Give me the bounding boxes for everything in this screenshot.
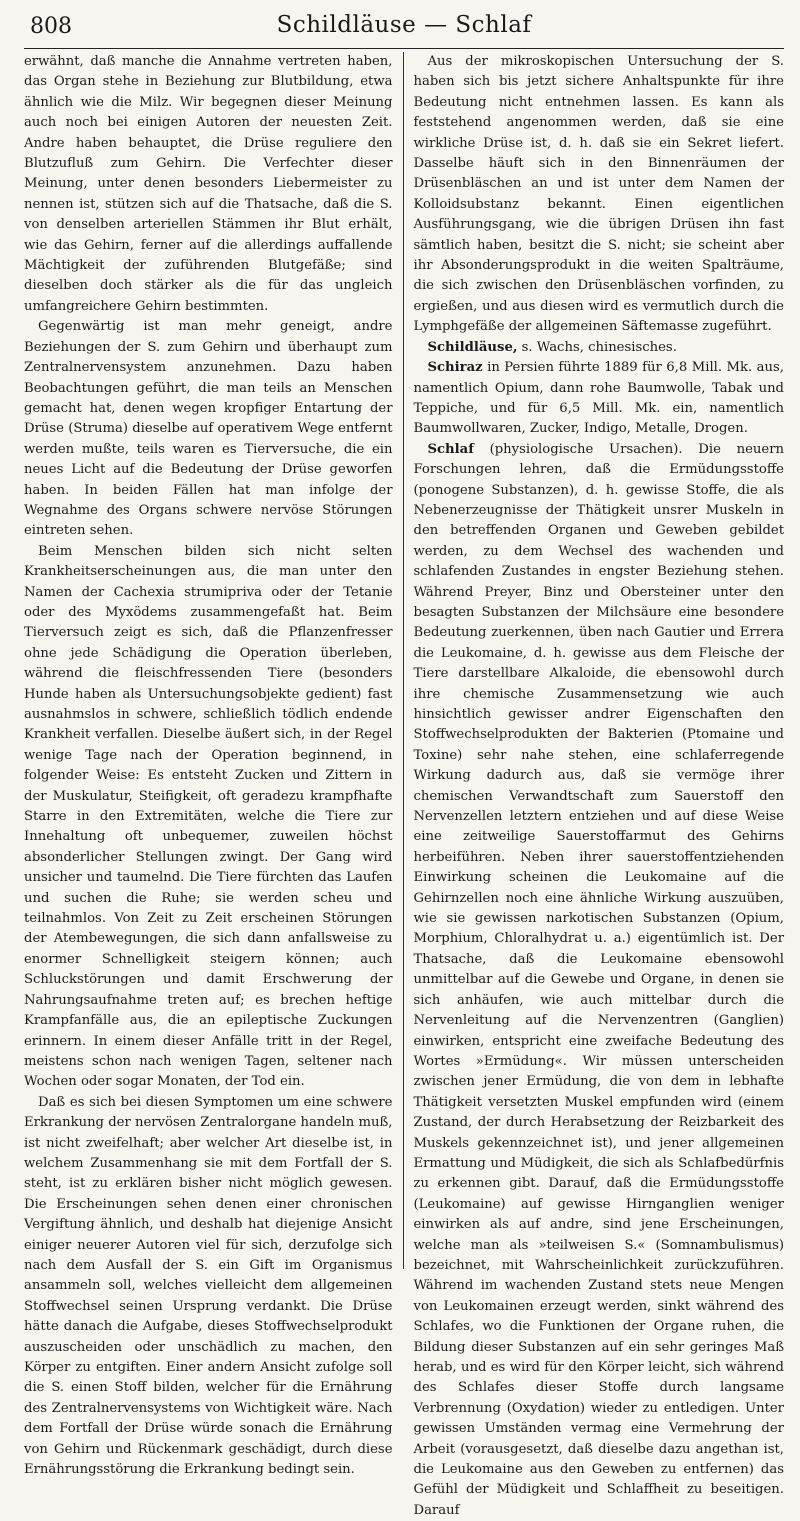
page-header <box>24 10 784 49</box>
text-columns <box>24 52 784 1518</box>
right-column <box>403 52 785 1518</box>
entry-text: (physiologische Ursachen). Die neuern Forschungen lehren, daß die Ermüdungsstoffe (ponogene Substanzen), d. h. gewisse Stoffe, die als Nebenerzeugnisse der Thätigkeit unsrer Muskeln in den betreffenden Organen und Geweben gebildet werden, zu dem Wechsel des wachenden und schlafenden Zustandes in engster Beziehung stehen. Während Preyer, Binz und Obersteiner unter den besagten Substanzen der Milchsäure eine besondere Bedeutung zuerkennen, üben nach Gautier und Errera die Leukomaine, d. h. gewisse aus dem Fleische der Tiere darstellbare Alkaloide, die ebensowohl durch ihre chemische Zusammensetzung wie auch hinsichtlich gewisser andrer Eigenschaften den Stoffwechselprodukten der Bakterien (Ptomaine und Toxine) sehr nahe stehen, eine schlaferregende Wirkung dadurch aus, daß sie vermöge ihrer chemischen Verwandtschaft zum Sauerstoff den Nervenzellen letztern entziehen und auf diese Weise eine zeitweilige Sauerstoffarmut des Gehirns herbeiführen. Neben ihrer sauerstoffentziehenden Einwirkung scheinen die Leukomaine auf die Gehirnzellen noch eine ähnliche Wirkung auszuüben, wie sie gewissen narkotischen Substanzen (Opium, Morphium, Chloralhydrat u. a.) eigentümlich ist. Der Thatsache, daß die Leukomaine ebensowohl unmittelbar auf die Gewebe und Organe, in denen sie sich anhäufen, wie auch mittelbar durch die Nervenleitung auf die Nervenzentren (Ganglien) einwirken, entspricht eine zweifache Bedeutung des Wortes »Ermüdung«. Wir müssen unterscheiden zwischen jener Ermüdung, die von dem in lebhafte Thätigkeit versetzten Muskel empfunden wird (einem Zustand, der durch Herabsetzung der Reizbarkeit des Muskels gekennzeichnet ist), und jener allgemeinen Ermattung und Müdigkeit, die sich als Schlafbedürfnis zu erkennen gibt. Darauf, daß die Ermüdungsstoffe (Leukomaine) auf gewisse Hirnganglien weniger einwirken als auf andre, sind jene Erscheinungen, welche man als »teilweisen S.« (Somnambulismus) bezeichnet, mit Wahrscheinlichkeit zurückzuführen. Während im wachenden Zustand stets neue Mengen von Leukomainen erzeugt werden, sinkt während des Schlafes, wo die Funktionen der Organe ruhen, die Bildung dieser Substanzen auf ein sehr geringes Maß herab, und es wird für den Körper leicht, sich während des Schlafes dieser Stoffe durch langsame Verbrennung (Oxydation) wieder zu entledigen. Unter gewissen Umständen vermag eine Vermehrung der Arbeit (vorausgesetzt, daß dieselbe dazu angethan ist, die Leukomaine aus den Geweben zu entfernen) das Gefühl der Müdigkeit und Schlaffheit zu beseitigen. Darauf <box>413 441 784 1518</box>
left-column <box>24 52 403 1478</box>
entry-schiraz <box>414 358 785 440</box>
entry-headword: Schiraz <box>427 360 483 376</box>
entry-schlaf <box>414 440 785 1521</box>
entry-headword: Schildläuse, <box>427 339 518 355</box>
entry-schildlaeuse <box>414 338 785 358</box>
paragraph: Gegenwärtig ist man mehr geneigt, andre Beziehungen der S. zum Gehirn und überhaupt zum Zentralnervensystem anzunehmen. Dazu haben Beobachtungen geführt, die man teils an Menschen gemacht hat, denen wegen kropfiger Entartung der Drüse (Struma) dieselbe auf operativem Wege entfernt werden mußte, teils waren es Tierversuche, die ein neues Licht auf die Bedeutung der Drüse geworfen haben. In beiden Fällen hat man infolge der Wegnahme des Organs schwere nervöse Störungen eintreten sehen. <box>24 319 393 539</box>
page-number: 808 <box>30 14 72 39</box>
paragraph: Daß es sich bei diesen Symptomen um eine schwere Erkrankung der nervösen Zentralorgane handeln muß, ist nicht zweifelhaft; aber welcher Art dieselbe ist, in welchem Zusammenhang sie mit dem Fortfall der S. steht, ist zu erklären bisher nicht möglich gewesen. Die Erscheinungen sehen denen einer chronischen Vergiftung ähnlich, und deshalb hat diejenige Ansicht einiger neuerer Autoren viel für sich, derzufolge sich nach dem Ausfall der S. ein Gift im Organismus ansammeln soll, welches vielleicht dem allgemeinen Stoffwechsel seinen Ursprung verdankt. Die Drüse hätte danach die Aufgabe, dieses Stoffwechselprodukt auszuscheiden oder unschädlich zu machen, den Körper zu entgiften. Einer andern Ansicht zufolge soll die S. einen Stoff bilden, welcher für die Ernährung des Zentralnervensystems von Wichtigkeit wäre. Nach dem Fortfall der Drüse würde sonach die Ernährung von Gehirn und Rückenmark geschädigt, durch diese Ernährungsstörung die Erkrankung bedingt sein. <box>24 1094 393 1478</box>
entry-text: in Persien führte 1889 für 6,8 Mill. Mk. aus, namentlich Opium, dann rohe Baumwolle, Tabak und Teppiche, und für 6,5 Mill. Mk. ein, namentlich Baumwollwaren, Zucker, Indigo, Metalle, Drogen. <box>413 360 784 437</box>
paragraph: Beim Menschen bilden sich nicht selten Krankheitserscheinungen aus, die man unter den Namen der Cachexia strumipriva oder der Tetanie oder des Myxödems zusammengefaßt hat. Beim Tierversuch zeigt es sich, daß die Pflanzenfresser ohne jede Schädigung die Operation überleben, während die fleischfressenden Tiere (besonders Hunde haben als Untersuchungsobjekte gedient) fast ausnahmslos in schwere, schließlich tödlich endende Krankheit verfallen. Dieselbe äußert sich, in der Regel wenige Tage nach der Operation beginnend, in folgender Weise: Es entsteht Zucken und Zittern in der Muskulatur, Steifigkeit, oft geradezu krampfhafte Starre in den Extremitäten, welche die Tiere zur Innehaltung oft unbequemer, zuweilen höchst absonderlicher Stellungen zwingt. Der Gang wird unsicher und taumelnd. Die Tiere fürchten das Laufen und suchen die Ruhe; sie werden scheu und teilnahmlos. Von Zeit zu Zeit erscheinen Störungen der Atembewegungen, die sich dann anfallsweise zu enormer Schnelligkeit steigern können; auch Schluckstörungen und damit Erschwerung der Nahrungsaufnahme treten auf; es brechen heftige Krampfanfälle aus, die an epileptische Zuckungen erinnern. In einem dieser Anfälle tritt in der Regel, meistens schon nach wenigen Tagen, seltener nach Wochen oder sogar Monaten, der Tod ein. <box>24 543 393 1090</box>
entry-headword: Schlaf <box>427 441 474 457</box>
paragraph: Aus der mikroskopischen Untersuchung der S. haben sich bis jetzt sichere Anhaltspunkte für ihre Bedeutung nicht entnehmen lassen. Es kann als feststehend angenommen werden, daß sie eine wirkliche Drüse ist, d. h. daß sie ein Sekret liefert. Dasselbe häuft sich in den Binnenräumen der Drüsenbläschen an und ist unter dem Namen der Kolloidsubstanz bekannt. Einen eigentlichen Ausführungsgang, wie die übrigen Drüsen ihn fast sämtlich haben, besitzt die S. nicht; sie scheint aber ihr Absonderungsprodukt in die weiten Spalträume, die sich zwischen den Drüsenbläschen vorfinden, zu ergießen, und aus diesen wird es vermutlich durch die Lymphgefäße der allgemeinen Säftemasse zugeführt. <box>413 54 784 335</box>
entry-text: s. Wachs, chinesisches. <box>521 339 677 355</box>
paragraph: erwähnt, daß manche die Annahme vertreten haben, das Organ stehe in Beziehung zur Blutbildung, etwa ähnlich wie die Milz. Wir begegnen dieser Meinung auch noch bei einigen Autoren der neuesten Zeit. Andre haben behauptet, die Drüse reguliere den Blutzufluß zum Gehirn. Die Verfechter dieser Meinung, unter denen besonders Liebermeister zu nennen ist, stützen sich auf die Thatsache, daß die S. von denselben arteriellen Stämmen ihr Blut erhält, wie das Gehirn, ferner auf die allerdings auffallende Mächtigkeit der zuführenden Blutgefäße; sind dieselben doch stärker als die für das ungleich umfangreichere Gehirn bestimmten. <box>24 54 393 314</box>
running-title: Schildläuse — Schlaf <box>276 12 532 38</box>
